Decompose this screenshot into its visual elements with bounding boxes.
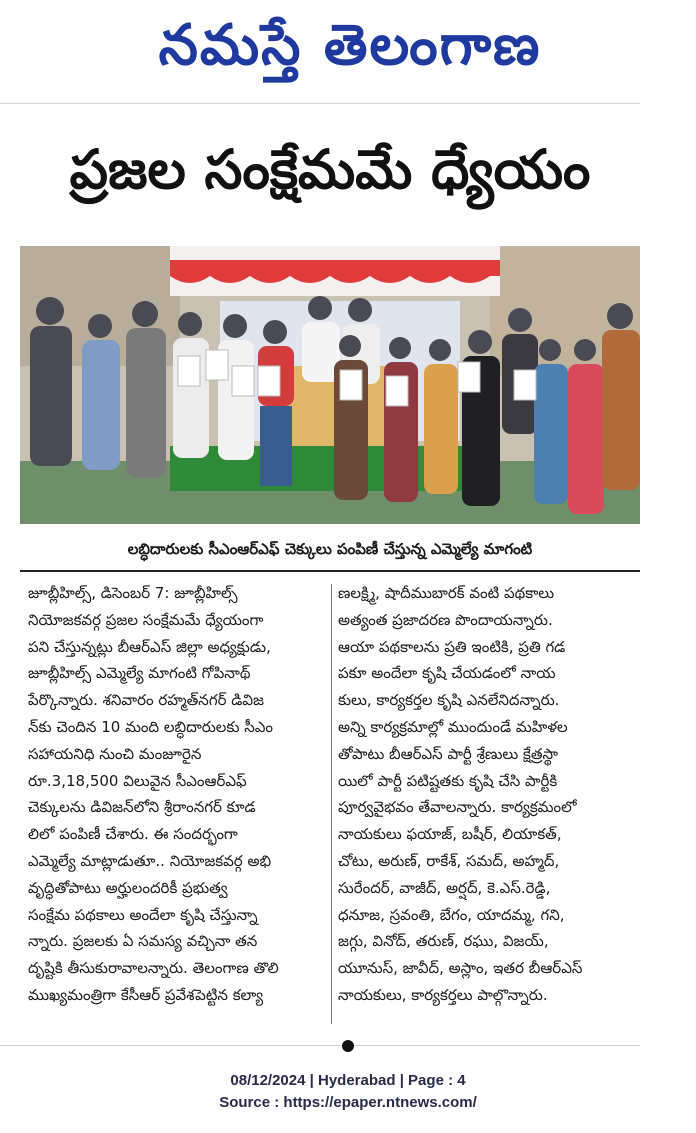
photo-caption: లబ్ధిదారులకు సీఎంఆర్‌ఎఫ్‌ చెక్కులు పంపిణీ చేస్తున్న ఎమ్మెల్యే మాగంటి xyxy=(127,540,533,558)
page-footer xyxy=(0,1070,696,1114)
column-divider xyxy=(331,584,332,1024)
masthead-divider xyxy=(0,103,640,104)
article-text-line: ధనూజ, స్రవంతి, బేగం, యాదమ్మ, గని, xyxy=(338,905,565,924)
article-text-line: న్నారు. ప్రజలకు ఏ సమస్య వచ్చినా తన xyxy=(28,932,258,951)
article-text-line: అత్యంత ప్రజాదరణ పొందాయన్నారు. xyxy=(338,610,553,629)
article-text-line: చోటు, అరుణ్‌, రాకేశ్‌, సమద్‌, అహ్మద్‌, xyxy=(338,851,560,870)
footer-date-edition: 08/12/2024 | Hyderabad | Page : 4 xyxy=(230,1072,466,1089)
article-text-line: ణలక్ష్మి, షాదీముబారక్‌ వంటి పథకాలు xyxy=(338,584,555,602)
article-text-line: జూబ్లీహిల్స్‌, డిసెంబర్‌ 7: జూబ్లీహిల్స్‌ xyxy=(28,584,238,602)
article-text-line: జూబ్లీహిల్స్‌ ఎమ్మెల్యే మాగంటి గోపినాథ్‌ xyxy=(28,664,251,683)
footer-source: Source : https://epaper.ntnews.com/ xyxy=(219,1094,477,1111)
caption-divider xyxy=(20,570,640,572)
article-text-line: ఆయా పథకాలను ప్రతి ఇంటికి, ప్రతి గడ xyxy=(338,637,566,656)
article-text-line: పకూ అందేలా కృషి చేయడంలో నాయ xyxy=(338,664,556,683)
article-column-left xyxy=(28,580,328,1009)
article-text-line: సురేందర్‌, వాజీద్‌, అర్షద్‌, కె.ఎస్‌.రెడ్డి, xyxy=(338,878,551,897)
photo-illustration xyxy=(20,246,640,524)
article-headline: ప్రజల సంక్షేమమే ధ్యేయం xyxy=(69,138,591,201)
article-text-line: రూ.3,18,500 విలువైన సీఎంఆర్‌ఎఫ్‌ xyxy=(28,771,247,790)
article-text-line: తోపాటు బీఆర్‌ఎస్‌ పార్టీ శ్రేణులు క్షేత్రస్థా xyxy=(338,744,558,763)
newspaper-masthead xyxy=(0,0,696,100)
article-photo xyxy=(20,246,640,524)
article-text-line: నాయకులు, కార్యకర్తలు పాల్గొన్నారు. xyxy=(338,985,548,1004)
article-text-line: ముఖ్యమంత్రిగా కేసీఆర్‌ ప్రవేశపెట్టిన కల్యా xyxy=(28,985,264,1004)
article-text-line: పేర్కొన్నారు. శనివారం రహ్మత్‌నగర్‌ డివిజ xyxy=(28,691,264,710)
masthead-logo: నమస్తే తెలంగాణ xyxy=(158,12,542,78)
article-text-line: సంక్షేమ పథకాలు అందేలా కృషి చేస్తున్నా xyxy=(28,905,258,924)
article-text-line: లిలో పంపిణీ చేశారు. ఈ సందర్భంగా xyxy=(28,825,238,844)
article-text-line: దృష్టికి తీసుకురావాలన్నారు. తెలంగాణ తొలి xyxy=(28,959,279,978)
article-column-right xyxy=(338,580,642,1009)
article-text-line: సహాయనిధి నుంచి మంజూరైన xyxy=(28,744,202,763)
article-text-line: యూనుస్‌, జావీద్‌, అస్లాం, ఇతర బీఆర్‌ఎస్‌ xyxy=(338,959,583,978)
page-marker-dot xyxy=(342,1040,354,1052)
article-text-line: యిలో పార్టీ పటిష్టతకు కృషి చేసి పార్టీకి xyxy=(338,771,558,790)
article-text-line: పూర్వవైభవం తేవాలన్నారు. కార్యక్రమంలో xyxy=(338,798,577,817)
article-text-line: వృద్ధితోపాటు అర్హులందరికీ ప్రభుత్వ xyxy=(28,878,228,897)
article-text-line: పని చేస్తున్నట్లు బీఆర్‌ఎస్‌ జిల్లా అధ్యక్షుడు, xyxy=(28,637,271,656)
article-text-line: అన్ని కార్యక్రమాల్లో ముందుండే మహిళల xyxy=(338,717,568,736)
article-text-line: ఎమ్మెల్యే మాట్లాడుతూ.. నియోజకవర్గ అభి xyxy=(28,851,272,870)
article-text-line: న్‌కు చెందిన 10 మంది లబ్ధిదారులకు సీఎం xyxy=(28,717,274,736)
article-text-line: కులు, కార్యకర్తల కృషి ఎనలేనిదన్నారు. xyxy=(338,691,560,710)
article-text-line: నియోజకవర్గ ప్రజల సంక్షేమమే ధ్యేయంగా xyxy=(28,610,264,629)
article-text-line: జగ్గు, వినోద్‌, తరుణ్‌, రఘు, విజయ్‌, xyxy=(338,932,549,951)
article-text-line: చెక్కులను డివిజన్‌లోని శ్రీరాంనగర్‌ కూడ xyxy=(28,798,256,817)
article-text-line: నాయకులు ఫయాజ్‌, బషీర్‌, లియాకత్‌, xyxy=(338,825,562,844)
page-divider xyxy=(0,1045,640,1046)
